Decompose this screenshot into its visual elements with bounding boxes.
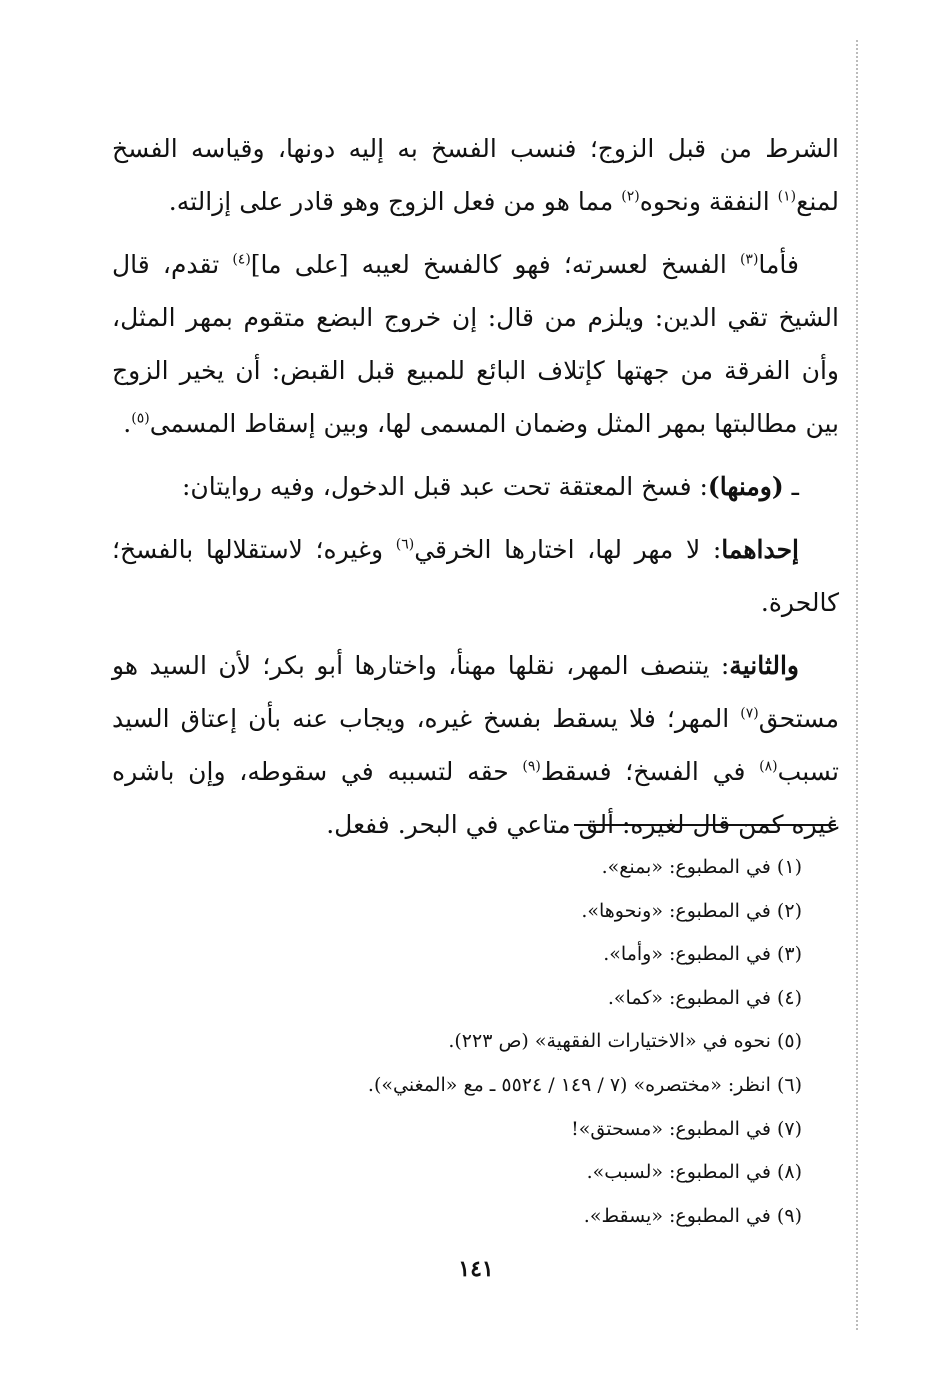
text-segment: . <box>123 409 132 438</box>
paragraph <box>112 639 839 851</box>
footnote-reference: (١) <box>777 188 797 205</box>
text-segment: حقه لتسببه في سقوطه، وإن باشره غيره كمن قال لغيره: ألق متاعي في البحر. ففعل. <box>112 757 839 839</box>
footnote: (٢) في المطبوع: «ونحوها». <box>581 899 802 922</box>
footnote-reference: (٥) <box>131 410 150 427</box>
footnote: (٥) نحوه في «الاختيارات الفقهية» (ص ٢٢٣). <box>448 1030 802 1053</box>
page-edge-dotted-line <box>856 40 858 1330</box>
text-segment: الشرط من قبل الزوج؛ فنسب الفسخ به إليه دونها، وقياسه الفسخ لمنع <box>112 134 839 216</box>
paragraph <box>112 238 839 450</box>
bold-term: والثانية <box>729 651 799 680</box>
footnote-separator <box>574 824 836 826</box>
text-segment: وغيره؛ لاستقلالها بالفسخ؛ كالحرة. <box>112 535 839 617</box>
text-segment: فأما <box>758 250 799 279</box>
text-segment: في الفسخ؛ فسقط <box>540 757 760 786</box>
footnote: (٧) في المطبوع: «مسحتق»! <box>571 1117 802 1140</box>
footnote-reference: (٦) <box>395 536 415 553</box>
footnote-reference: (٩) <box>522 758 541 775</box>
footnote-reference: (٣) <box>739 251 759 268</box>
paragraph <box>112 122 839 228</box>
bold-term: إحداهما <box>721 535 799 564</box>
text-segment: : لا مهر لها، اختارها الخرقي <box>414 535 722 564</box>
footnote-reference: (٨) <box>759 758 778 775</box>
text-segment: مما هو من فعل الزوج وهو قادر على إزالته. <box>168 187 622 216</box>
footnote-reference: (٧) <box>740 705 759 722</box>
footnotes-section <box>112 846 802 1238</box>
footnote: (٨) في المطبوع: «لسبب». <box>586 1161 802 1184</box>
text-segment: تقدم، قال الشيخ تقي الدين: ويلزم من قال: إن خروج البضع متقوم بمهر المثل، وأن الفرقة من جهتها كإتلاف البائع للمبيع قبل القبض: أن يخير الزوج بين مطالبتها بمهر المثل وضمان المسمى لها، وبين إسقاط المسمى <box>112 250 839 438</box>
footnote: (٣) في المطبوع: «وأما». <box>603 943 802 966</box>
text-segment: الفسخ لعسرته؛ فهو كالفسخ لعيبه [على ما] <box>250 250 740 279</box>
footnote: (٤) في المطبوع: «كما». <box>607 986 802 1009</box>
main-text <box>112 122 839 861</box>
footnote: (١) في المطبوع: «بمنع». <box>601 856 802 878</box>
bold-term: (ومنها) <box>707 472 784 501</box>
paragraph <box>112 460 839 513</box>
page-number: ١٤١ <box>458 1256 494 1282</box>
text-segment: ـ <box>783 472 799 501</box>
footnote: (٩) في المطبوع: «يسقط». <box>583 1204 802 1227</box>
paragraph <box>112 523 839 629</box>
footnote-reference: (٢) <box>621 188 640 205</box>
text-segment: : فسخ المعتقة تحت عبد قبل الدخول، وفيه روايتان: <box>181 472 708 501</box>
footnote: (٦) انظر: «مختصره» (٧ / ١٤٩ / ٥٥٢٤ ـ مع «المغني»). <box>367 1073 802 1096</box>
text-segment: : يتنصف المهر، نقلها مهنأ، واختارها أبو بكر؛ لأن السيد هو مستحق <box>112 651 839 733</box>
text-segment: المهر؛ فلا يسقط بفسخ غيره، ويجاب عنه بأن إعتاق السيد تسبب <box>112 704 839 786</box>
text-segment: النفقة ونحوه <box>639 187 778 216</box>
footnote-reference: (٤) <box>232 251 251 268</box>
